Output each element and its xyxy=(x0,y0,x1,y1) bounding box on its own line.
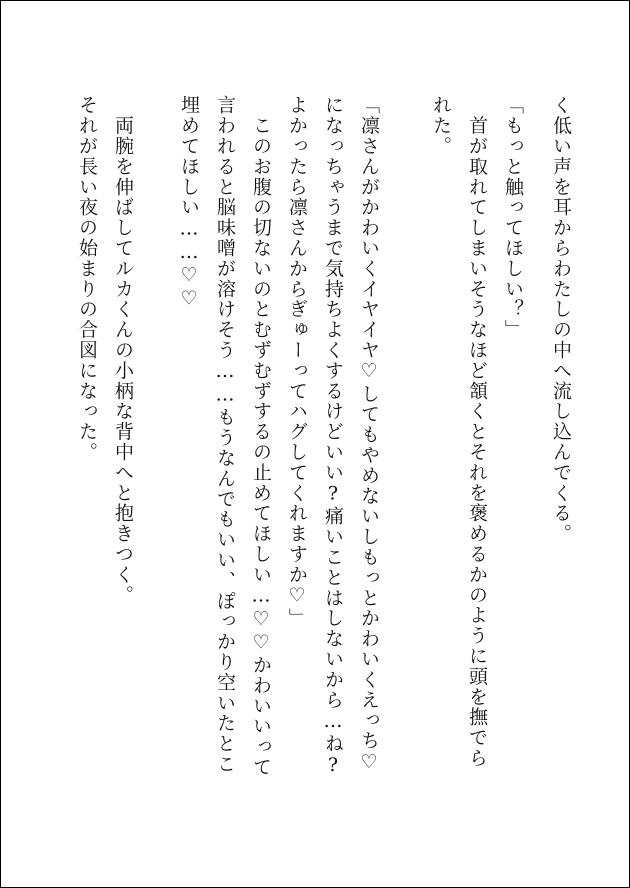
text-column-2: 「もっと触ってほしい？」 xyxy=(502,95,524,340)
text-column-9: 言われると脳味噌が溶けそう……もうなんでもいい、ぽっかり空いたとこ xyxy=(214,95,236,775)
text-column-4: れた。 xyxy=(430,95,452,157)
text-column-1: く低い声を耳からわたしの中へ流し込んでくる。 xyxy=(550,95,572,544)
text-column-7: よかったら凛さんからぎゅーってハグしてくれますか♡」 xyxy=(286,95,308,629)
text-column-8: このお腹の切ないのとむずむずするの止めてほしい…♡♡かわいいって xyxy=(250,95,272,778)
text-column-3: 首が取れてしまいそうなほど頷くとそれを褒めるかのように頭を撫でら xyxy=(466,95,488,769)
text-column-5: 「凛さんがかわいくイヤイヤ♡してもやめないしもっとかわいくえっち♡ xyxy=(358,95,380,775)
text-column-12: それが長い夜の始まりの合図になった。 xyxy=(76,95,98,463)
text-column-10: 埋めてほしい……♡♡ xyxy=(178,95,200,311)
text-column-11: 両腕を伸ばしてルカくんの小柄な背中へと抱きつく。 xyxy=(112,95,134,605)
text-column-6: になっちゃうまで気持ちよくするけどいい?痛いことはしないから…ね? xyxy=(322,95,344,778)
